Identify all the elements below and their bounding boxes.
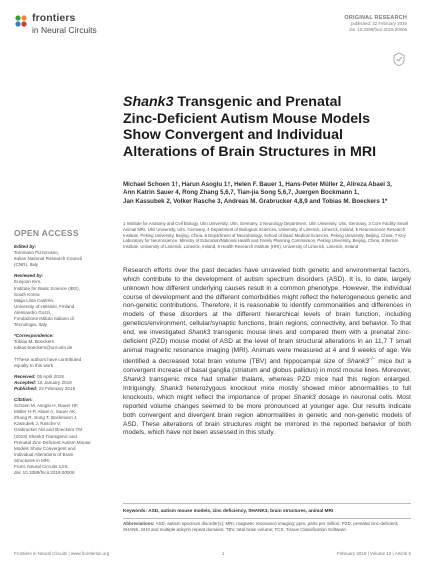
divider [123,518,411,519]
author-line[interactable]: Jan Kassubek 2, Volker Rasche 3, Andreas M. Grabrucker 4,8,9 and Tobias M. Boeckers 1* [123,197,388,205]
title-gene: Shank3 [123,94,174,110]
author-list [123,181,408,206]
article-meta [344,15,407,34]
correspondence-email[interactable]: tobias.boeckers@uni-ulm.de [14,345,73,351]
divider [123,503,411,504]
abbreviations: Abbreviations: ASD, autism spectrum disorder(s); MRI, magnetic resonance imaging; ppm, parts per million; PZD, prenatal zinc-deficient; SHANK, SH3 and multiple ankyrin repeat domains; TBV, total brain volume; TCS, Tissue Classification Software. [123,521,399,532]
article-title: Shank3 Transgenic and Prenatal Zinc-Deficient Autism Mouse Models Show Convergent and Individual Alterations of Brain Structures in MRI [123,94,377,160]
abstract: Research efforts over the past decades have unraveled both genetic and environmental factors, which contribute to the development of autism spectrum disorders (ASD). It is, to date, largely unknown how different underlying causes result in a common phenotype. However, the individual course of development and the different comorbidities might reflect the heterogeneous genetic and non-genetic contributions. Therefore, it is reasonable to identify commonalities and differences in models of these disorders at the different hierarchical levels of brain function, including genetics/environment, cellular/synaptic functions, brain regions, connectivity, and behavior. To that end, we investigated Shank3 transgenic mouse lines and compared them with a prenatal zinc-deficient (PZD) mouse model of ASD at the level of brain structural alterations in an 11,7 T small animal magnetic resonance imaging (MRI). Animals were measured at 4 and 9 weeks of age. We identified a decreased total brain volume (TBV) and hippocampal size of Shank3−/− mice but a convergent increase of basal ganglia (striatum and globus pallidus) in most mouse lines. Moreover, Shank3 transgenic mice had smaller thalami, whereas PZD mice had this region enlarged. Intriguingly, Shank3 heterozygous knockout mice mostly showed minor abnormalities to full knockouts, which might reflect the importance of proper Shank3 dosage in neuronal cells. Most reported volume changes seemed to be more pronounced at younger age. Our results indicate both convergent and divergent brain region abnormalities in genetic and non-genetic models of ASD. These alterations of brain structures might be mirrored in the reported behavior of both models, which have not been assessed in this study. [123,267,411,437]
keywords: Keywords: ASD, autism mouse models, zinc deficiency, SHANK3, brain structures, animal MRI [123,508,334,513]
author-line[interactable]: Michael Schoen 1†, Harun Asoglu 1†, Helen F. Bauer 1, Hans-Peter Müller 2, Alireza Abaei 3, [123,181,392,188]
equal-contribution-note: †These authors have contributed equally to this work [14,356,82,368]
open-access-label: OPEN ACCESS [14,228,79,238]
edited-by: Edited by: Tommaso Pizzorusso, Italian National Research Council (CNR), Italy [14,244,82,268]
dates: Received: 05 April 2018 Accepted: 16 January 2019 Published: 22 February 2019 [14,373,76,391]
doi[interactable]: doi: 10.3389/fncir.2019.00006 [349,27,407,33]
frontiers-logo-icon [14,14,28,28]
journal-logo[interactable] [14,13,97,34]
author-line[interactable]: Ann Katrin Sauer 4, Rong Zhang 5,6,7, Tian-jia Song 5,6,7, Juergen Bockmann 1, [123,189,360,197]
correspondence: *Correspondence: Tobias M. Boeckers tobias.boeckers@uni-ulm.de [14,333,106,351]
article-sidebar [14,228,106,476]
article-type: ORIGINAL RESEARCH [344,15,407,21]
published-date: published: 22 February 2019 [351,21,407,26]
footer-journal[interactable]: Frontiers in Neural Circuits | www.frontiersin.org [14,551,110,556]
affiliations: 1 Institute for Anatomy and Cell Biology, Ulm University, Ulm, Germany, 2 Neurology Department, Ulm University, Ulm, Germany, 3 Core Facility Small Animal MRI, Ulm University, Ulm, Germany, 4 Department of Biological Sciences, University of Limerick, Limerick, Ireland, 5 Neuroscience Research Institute, Peking University, Beijing, China, 6 Department of Neurobiology, School of Basic Medical Sciences, Peking University, Beijing, China, 7 Key Laboratory for Neuroscience, Ministry of Education/National Health and Family Planning Commission, Peking University, Beijing, China, 8 Bernal Institute, University of Limerick, Limerick, Ireland, 9 Health Research Institute (HRI), University of Limerick, Limerick, Ireland [123,221,408,250]
check-for-updates-icon[interactable] [393,52,405,66]
journal-name: in Neural Circuits [32,24,97,35]
page-footer [14,551,411,556]
title-line-4: Alterations of Brain Structures in MRI [123,143,377,160]
citation: Citation: Schoen M, Asoglu H, Bauer HF, Müller H-P, Abaei A, Sauer AK, Zhang R, Song T, Bockmann J, Kassubek J, Rasche V, Grabrucker AM and Boeckers TM (2019) Shank3 Transgenic and Prenatal Zinc-Deficient Autism Mouse Models Show Convergent and Individual Alterations of Brain Structures in MRI. Front. Neural Circuits 13:6. doi: 10.3389/fncir.2019.00006 [14,396,91,476]
reviewed-by: Reviewed by: Eunjoon Kim, Institute for Basic Science (IBS), South Korea Maija Liisa Castrén, University of Helsinki, Finland Alessandro Gozzi, Fondazione Istituto Italiano di Tecnologia, Italy [14,273,80,328]
title-line-3: Show Convergent and Individual [123,127,343,143]
title-line-2: Zinc-Deficient Autism Mouse Models [123,110,370,127]
brand-name: frontiers [32,12,76,24]
footer-issue: February 2019 | Volume 13 | Article 6 [337,551,411,556]
page-number: 1 [221,551,225,556]
